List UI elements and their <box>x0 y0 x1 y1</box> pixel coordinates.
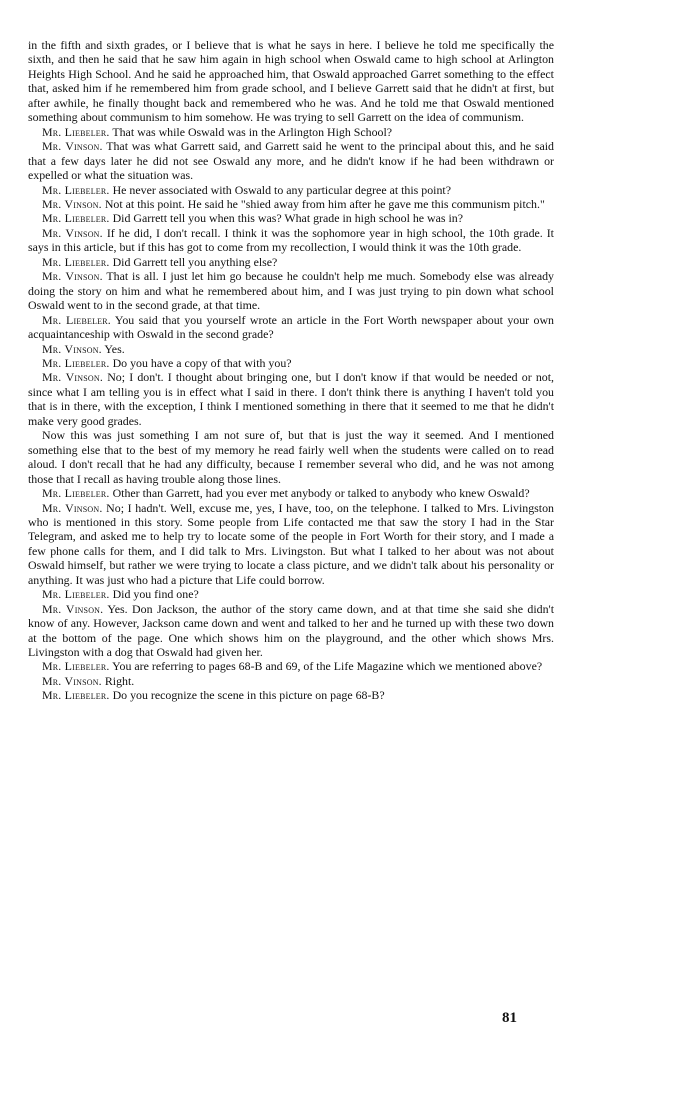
paragraph-text: Did Garrett tell you when this was? What grade in high school he was in? <box>112 211 464 226</box>
paragraph-text: Do you have a copy of that with you? <box>112 355 292 370</box>
paragraph-text: If he did, I don't recall. I think it was the sophomore year in high school, the 10th grade. It says in this article, but if this has got to come from my recollection, I would think it was the 10th grade. <box>28 225 554 255</box>
speaker-label: Mr. Vinson. <box>42 225 103 240</box>
testimony-paragraph <box>28 226 554 255</box>
paragraph-text: No; I don't. I thought about bringing one, but I don't know if that would be needed or not, since what I am telling you is in effect what I said in there. I don't think there is anything I haven't told you that is in there, with the exception, I think I mentioned something in there that it seemed to me that he didn't make very good grades. <box>28 370 554 428</box>
speaker-label: Mr. Liebeler. <box>42 659 110 674</box>
testimony-paragraph <box>28 183 554 197</box>
testimony-paragraph <box>28 38 554 125</box>
speaker-label: Mr. Liebeler. <box>42 688 110 703</box>
testimony-paragraph <box>28 688 554 702</box>
testimony-paragraph <box>28 211 554 225</box>
speaker-label: Mr. Liebeler. <box>42 124 110 139</box>
testimony-paragraph <box>28 139 554 182</box>
testimony-text <box>28 38 554 703</box>
testimony-paragraph <box>28 659 554 673</box>
speaker-label: Mr. Liebeler. <box>42 587 110 602</box>
paragraph-text: No; I hadn't. Well, excuse me, yes, I have, too, on the telephone. I talked to Mrs. Livingston who is mentioned in this story. Some people from Life contacted me that saw the story I had in the Star Telegram, and asked me to help try to locate some of the people in Fort Worth for their story, and I made a few phone calls for them, and I did talk to Mrs. Livingston. But what I talked to her about was not about Oswald himself, but rather we were trying to locate a class picture, and we didn't talk about his personality or anything. It was just who had a picture that Life could borrow. <box>28 500 554 587</box>
speaker-label: Mr. Liebeler. <box>42 486 110 501</box>
speaker-label: Mr. Vinson. <box>42 341 102 356</box>
speaker-label: Mr. Vinson. <box>42 673 102 688</box>
paragraph-text: That was what Garrett said, and Garrett said he went to the principal about this, and he said that a few days later he did not see Oswald any more, and he didn't know if he had been withdrawn or expelled or what the situation was. <box>28 139 554 183</box>
paragraph-text: Now this was just something I am not sure of, but that is just the way it seemed. And I mentioned something else that to the best of my memory he read fairly well when the students were called on to read aloud. I don't recall that he had any difficulty, because I remember several who did, and he was not among those that I recall as having trouble along those lines. <box>28 428 554 486</box>
testimony-paragraph <box>28 486 554 500</box>
paragraph-text: in the fifth and sixth grades, or I believe that is what he says in here. I believe he told me specifically the sixth, and then he said that he saw him again in high school when Oswald came to high school at Arlington Heights High School. And he said he approached him, that Oswald approached Garret something to the effect that, asked him if he remembered him from grade school, and I believe Garrett said that he didn't at first, but after awhile, he finally thought back and remembered who he was. And he told me that Oswald mentioned something about communism to him somehow. He was trying to sell Garrett on the idea of communism. <box>28 38 554 125</box>
paragraph-text: Not at this point. He said he "shied away from him after he gave me this communism pitch." <box>104 196 545 211</box>
paragraph-text: Yes. <box>104 341 125 356</box>
testimony-paragraph <box>28 428 554 486</box>
testimony-paragraph <box>28 674 554 688</box>
paragraph-text: Did Garrett tell you anything else? <box>112 254 278 269</box>
testimony-paragraph <box>28 342 554 356</box>
paragraph-text: Yes. Don Jackson, the author of the story came down, and at that time she said she didn't know of any. However, Jackson came down and went and talked to her and he turned up with these two down at the bottom of the page. One which shows him on the playground, and the other which shows Mrs. Livingston with a dog that Oswald had given her. <box>28 601 555 660</box>
paragraph-text: He never associated with Oswald to any particular degree at this point? <box>112 182 451 197</box>
speaker-label: Mr. Vinson. <box>42 370 104 385</box>
speaker-label: Mr. Liebeler. <box>42 355 110 370</box>
speaker-label: Mr. Vinson. <box>42 601 104 616</box>
speaker-label: Mr. Vinson. <box>42 500 103 515</box>
testimony-paragraph <box>28 313 554 342</box>
speaker-label: Mr. Vinson. <box>42 139 103 154</box>
testimony-paragraph <box>28 501 554 588</box>
testimony-paragraph <box>28 197 554 211</box>
paragraph-text: That was while Oswald was in the Arlington High School? <box>112 124 393 139</box>
paragraph-text: Right. <box>104 673 135 688</box>
testimony-paragraph <box>28 587 554 601</box>
speaker-label: Mr. Vinson. <box>42 269 103 284</box>
testimony-paragraph <box>28 602 554 660</box>
page-number: 81 <box>502 1010 517 1026</box>
speaker-label: Mr. Liebeler. <box>42 254 110 269</box>
paragraph-text: That is all. I just let him go because he couldn't help me much. Somebody else was already doing the story on him and what he remembered about him, and I was just trying to pin down what school Oswald went to in the second grade, at that time. <box>28 269 554 313</box>
speaker-label: Mr. Vinson. <box>42 196 102 211</box>
testimony-paragraph <box>28 125 554 139</box>
paragraph-text: Did you find one? <box>112 587 199 602</box>
testimony-paragraph <box>28 356 554 370</box>
paragraph-text: Do you recognize the scene in this picture on page 68-B? <box>112 688 385 703</box>
paragraph-text: You said that you yourself wrote an article in the Fort Worth newspaper about your own acquaintanceship with Oswald in the second grade? <box>28 312 555 342</box>
paragraph-text: Other than Garrett, had you ever met anybody or talked to anybody who knew Oswald? <box>112 486 530 501</box>
speaker-label: Mr. Liebeler. <box>42 182 110 197</box>
testimony-paragraph <box>28 370 554 428</box>
speaker-label: Mr. Liebeler. <box>42 312 111 327</box>
testimony-paragraph <box>28 269 554 312</box>
speaker-label: Mr. Liebeler. <box>42 211 110 226</box>
paragraph-text: You are referring to pages 68-B and 69, of the Life Magazine which we mentioned above? <box>112 659 543 674</box>
testimony-paragraph <box>28 255 554 269</box>
